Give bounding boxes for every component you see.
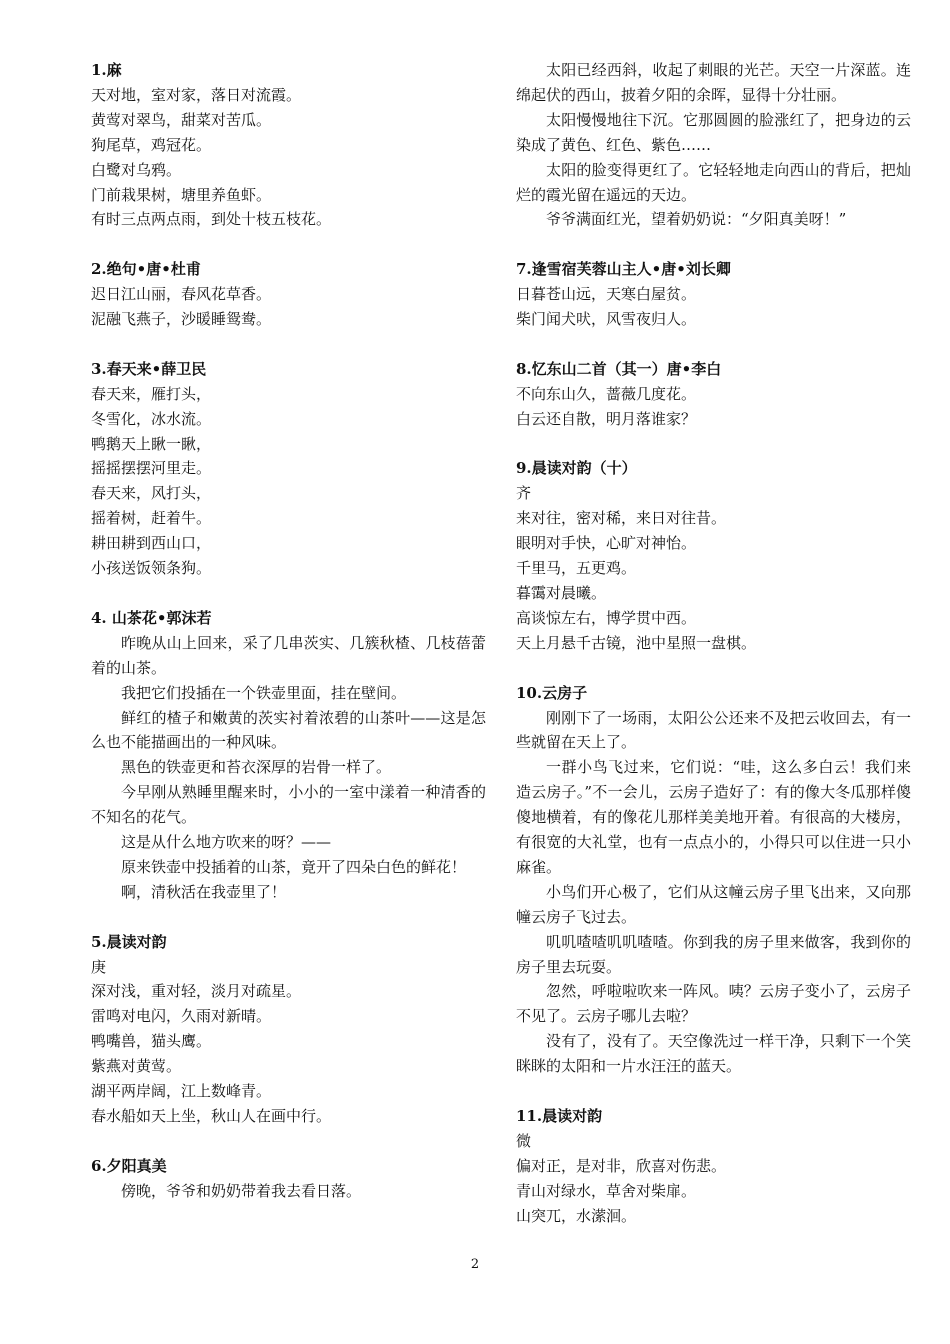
text-line: 门前栽果树，塘里养鱼虾。 — [91, 185, 272, 204]
paragraph: 爷爷满面红光，望着奶奶说：“夕阳真美呀！” — [546, 210, 847, 229]
text-line: 暮霭对晨曦。 — [516, 583, 607, 602]
paragraph: 今早刚从熟睡里醒来时，小小的一室中漾着一种清香的不知名的花气。 — [91, 783, 486, 827]
text-line: 摇摇摆摆河里走。 — [91, 459, 212, 478]
section — [91, 1154, 486, 1204]
section-title: 4. 山茶花•郭沫若 — [91, 608, 212, 627]
section — [516, 357, 911, 432]
paragraph: 黑色的铁壶更和苔衣深厚的岩骨一样了。 — [121, 758, 392, 777]
paragraph: 我把它们投插在一个铁壶里面，挂在壁间。 — [121, 683, 407, 702]
section — [516, 58, 911, 232]
section-title: 7.逢雪宿芙蓉山主人•唐•刘长卿 — [516, 260, 731, 279]
text-line: 微 — [516, 1131, 532, 1150]
text-line: 青山对绿水，草舍对柴扉。 — [516, 1181, 697, 1200]
text-line: 高谈惊左右，博学贯中西。 — [516, 608, 697, 627]
text-line: 狗尾草，鸡冠花。 — [91, 135, 212, 154]
section-title: 6.夕阳真美 — [91, 1156, 167, 1175]
section-title: 9.晨读对韵（十） — [516, 459, 637, 478]
text-line: 冬雪化，冰水流。 — [91, 409, 212, 428]
paragraph: 没有了，没有了。天空像洗过一样干净，只剩下一个笑眯眯的太阳和一片水汪汪的蓝天。 — [516, 1032, 911, 1076]
paragraph: 昨晚从山上回来，采了几串茨实、几簇秋楂、几枝蓓蕾着的山茶。 — [91, 633, 486, 677]
paragraph: 叽叽喳喳叽叽喳喳。你到我的房子里来做客，我到你的房子里去玩耍。 — [516, 932, 911, 976]
section-title: 5.晨读对韵 — [91, 932, 167, 951]
paragraph: 一群小鸟飞过来，它们说：“哇，这么多白云！我们来造云房子。”不一会儿，云房子造好了：有的像大冬瓜那样傻傻地横着，有的像花儿那样美美地开着。有很高的大楼房，有很宽的大礼堂，也有一点点小的，小得只可以住进一只小麻雀。 — [516, 758, 911, 876]
text-line: 山突兀，水潆洄。 — [516, 1206, 637, 1225]
text-line: 春水船如天上坐，秋山人在画中行。 — [91, 1107, 332, 1125]
text-line: 摇着树，赶着牛。 — [91, 509, 212, 528]
paragraph: 刚刚下了一场雨，太阳公公还来不及把云收回去，有一些就留在天上了。 — [516, 708, 911, 752]
paragraph: 小鸟们开心极了，它们从这幢云房子里飞出来，又向那幢云房子飞过去。 — [516, 882, 911, 926]
text-line: 柴门闻犬吠，风雪夜归人。 — [516, 310, 697, 329]
section — [91, 606, 486, 905]
text-line: 来对往，密对稀，来日对往昔。 — [516, 509, 727, 528]
text-line: 深对浅，重对轻，淡月对疏星。 — [91, 982, 302, 1001]
text-line: 齐 — [516, 484, 532, 503]
paragraph: 鲜红的楂子和嫩黄的茨实衬着浓碧的山茶叶——这是怎么也不能描画出的一种风味。 — [91, 708, 486, 752]
text-line: 紫燕对黄莺。 — [91, 1057, 182, 1076]
section-title: 10.云房子 — [516, 683, 588, 702]
text-line: 有时三点两点雨，到处十枝五枝花。 — [91, 210, 332, 229]
text-line: 天上月悬千古镜，池中星照一盘棋。 — [516, 633, 757, 652]
text-line: 湖平两岸阔，江上数峰青。 — [91, 1082, 272, 1101]
text-line: 偏对正，是对非，欣喜对伤悲。 — [516, 1156, 727, 1175]
text-line: 小孩送饭领条狗。 — [91, 559, 212, 578]
section — [91, 58, 486, 232]
text-line: 不向东山久，蔷薇几度花。 — [516, 384, 697, 403]
right-column — [516, 58, 911, 1253]
section-title: 11.晨读对韵 — [516, 1106, 603, 1125]
section — [516, 1104, 911, 1229]
paragraph: 啊，清秋活在我壶里了！ — [121, 882, 287, 901]
paragraph: 太阳慢慢地往下沉。它那圆圆的脸涨红了，把身边的云染成了黄色、红色、紫色…… — [516, 110, 911, 154]
page-number: 2 — [470, 1257, 480, 1272]
section — [516, 681, 911, 1080]
section-title: 3.春天来•薛卫民 — [91, 359, 207, 378]
text-line: 白云还自散，明月落谁家？ — [516, 409, 697, 428]
section — [91, 357, 486, 581]
text-line: 春天来，风打头， — [91, 484, 212, 503]
text-line: 白鹭对乌鸦。 — [91, 160, 182, 179]
section — [91, 257, 486, 332]
section — [516, 456, 911, 655]
text-line: 鸭鹅天上瞅一瞅， — [91, 434, 212, 453]
paragraph: 这是从什么地方吹来的呀？—— — [121, 833, 332, 852]
text-line: 眼明对手快，心旷对神怡。 — [516, 534, 697, 553]
text-line: 千里马，五更鸡。 — [516, 559, 637, 578]
text-line: 耕田耕到西山口， — [91, 534, 212, 553]
paragraph: 傍晚，爷爷和奶奶带着我去看日落。 — [121, 1181, 362, 1200]
text-line: 庚 — [91, 957, 107, 976]
text-line: 天对地，室对家，落日对流霞。 — [91, 85, 302, 104]
section-title: 8.忆东山二首（其一）唐•李白 — [516, 359, 722, 378]
text-line: 黄莺对翠鸟，甜菜对苦瓜。 — [91, 110, 272, 129]
paragraph: 忽然，呼啦啦吹来一阵风。咦？云房子变小了，云房子不见了。云房子哪儿去啦？ — [516, 982, 911, 1026]
left-column — [91, 58, 486, 1229]
section — [516, 257, 911, 332]
text-line: 春天来，雁打头， — [91, 384, 212, 403]
section-title: 2.绝句•唐•杜甫 — [91, 260, 201, 279]
section — [91, 930, 486, 1129]
text-line: 雷鸣对电闪，久雨对新晴。 — [91, 1007, 272, 1026]
section-title: 1.麻 — [91, 61, 122, 79]
text-line: 迟日江山丽，春风花草香。 — [91, 285, 272, 304]
text-line: 鸭嘴兽，猫头鹰。 — [91, 1032, 212, 1051]
paragraph: 原来铁壶中投插着的山茶，竟开了四朵白色的鲜花！ — [121, 857, 467, 876]
text-line: 日暮苍山远，天寒白屋贫。 — [516, 285, 697, 304]
paragraph: 太阳的脸变得更红了。它轻轻地走向西山的背后，把灿烂的霞光留在遥远的天边。 — [516, 160, 911, 204]
paragraph: 太阳已经西斜，收起了刺眼的光芒。天空一片深蓝。连绵起伏的西山，披着夕阳的余晖，显得十分壮丽。 — [516, 61, 911, 104]
text-line: 泥融飞燕子，沙暖睡鸳鸯。 — [91, 310, 272, 329]
